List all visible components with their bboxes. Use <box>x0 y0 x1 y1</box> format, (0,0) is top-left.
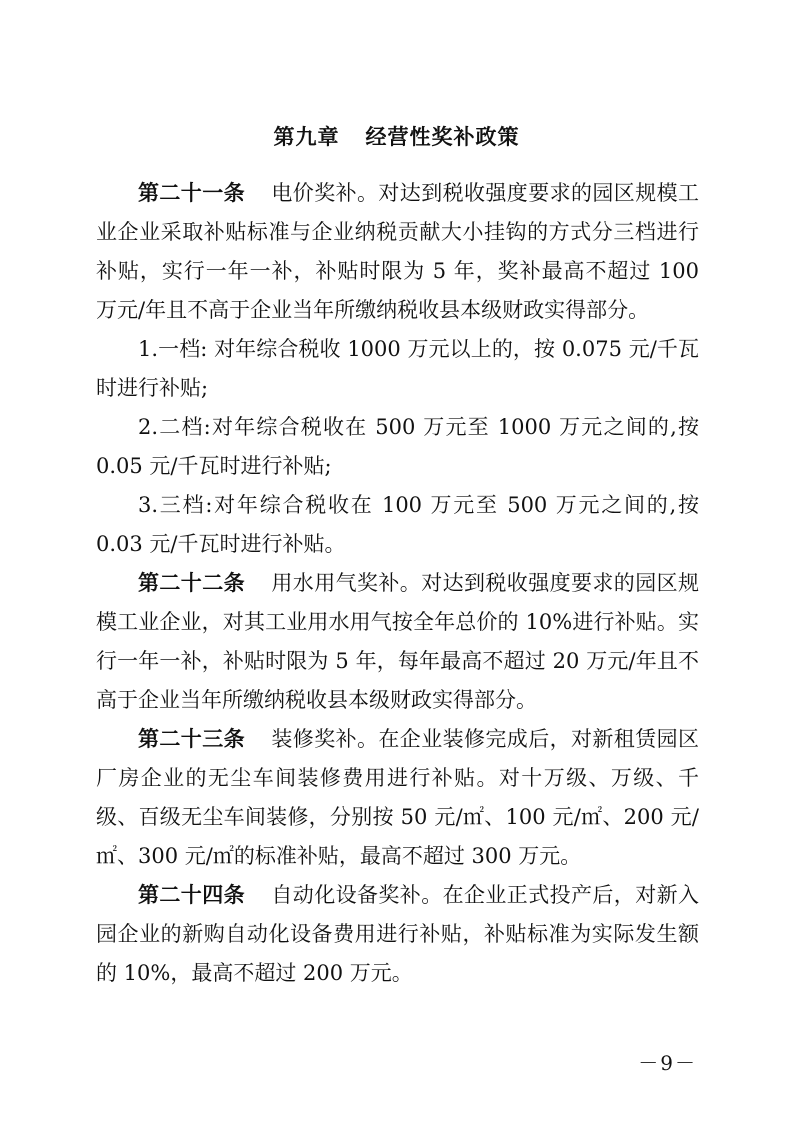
article-23-text: 装修奖补。在企业装修完成后，对新租赁园区厂房企业的无尘车间装修费用进行补贴。对十万级、万级、千级、百级无尘车间装修，分别按 50 元/㎡、100 元/㎡、200 元/㎡、300 元/㎡的标准补贴，最高不超过 300 万元。 <box>96 727 699 868</box>
tier-2-text: 2.二档:对年综合税收在 500 万元至 1000 万元之间的,按 0.05 元/千瓦时进行补贴; <box>96 415 699 478</box>
article-22-paragraph <box>96 564 699 720</box>
document-body <box>96 174 699 993</box>
article-22-heading: 第二十二条 <box>138 571 245 595</box>
article-22-text: 用水用气奖补。对达到税收强度要求的园区规模工业企业，对其工业用水用气按全年总价的 10%进行补贴。实行一年一补，补贴时限为 5 年，每年最高不超过 20 万元/年且不高于企业当年所缴纳税收县本级财政实得部分。 <box>96 571 699 712</box>
article-21-heading: 第二十一条 <box>138 181 245 205</box>
chapter-number: 第九章 <box>273 125 340 149</box>
page-number: －9－ <box>638 1051 697 1075</box>
article-23-heading: 第二十三条 <box>138 727 245 751</box>
chapter-name: 经营性奖补政策 <box>365 125 520 149</box>
tier-3-paragraph <box>96 486 699 564</box>
tier-1-text: 1.一档: 对年综合税收 1000 万元以上的，按 0.075 元/千瓦时进行补贴; <box>96 337 699 400</box>
article-24-paragraph <box>96 876 699 993</box>
tier-3-text: 3.三档:对年综合税收在 100 万元至 500 万元之间的,按 0.03 元/千瓦时进行补贴。 <box>96 493 699 556</box>
chapter-title <box>0 121 793 151</box>
article-24-heading: 第二十四条 <box>138 883 245 907</box>
article-21-text: 电价奖补。对达到税收强度要求的园区规模工业企业采取补贴标准与企业纳税贡献大小挂钩的方式分三档进行补贴，实行一年一补，补贴时限为 5 年，奖补最高不超过 100 万元/年且不高于企业当年所缴纳税收县本级财政实得部分。 <box>96 181 699 322</box>
tier-2-paragraph <box>96 408 699 486</box>
tier-1-paragraph <box>96 330 699 408</box>
article-23-paragraph <box>96 720 699 876</box>
article-21-paragraph <box>96 174 699 330</box>
article-24-text: 自动化设备奖补。在企业正式投产后，对新入园企业的新购自动化设备费用进行补贴，补贴标准为实际发生额的 10%，最高不超过 200 万元。 <box>96 883 699 985</box>
